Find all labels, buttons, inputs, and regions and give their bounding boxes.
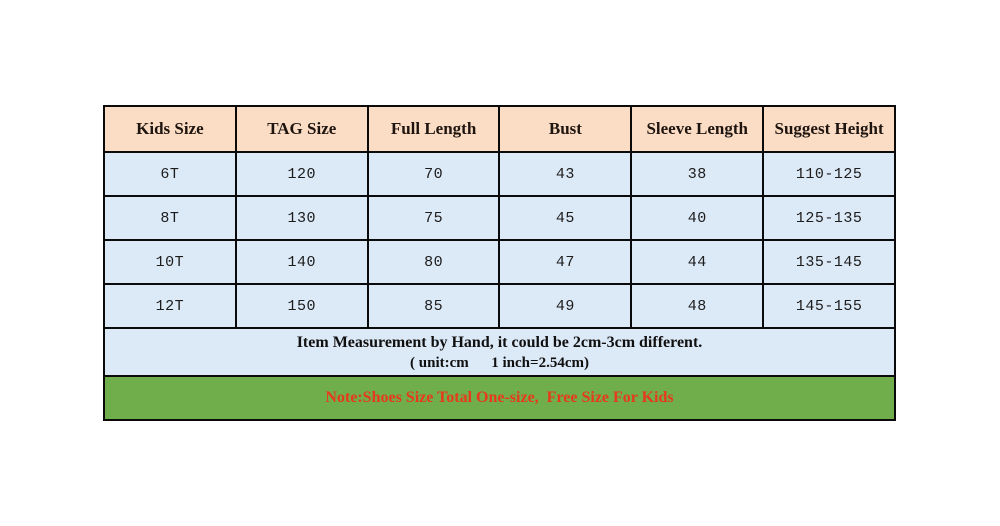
cell-kids-size: 12T [104, 284, 236, 328]
cell-sleeve-length: 44 [631, 240, 763, 284]
cell-bust: 47 [499, 240, 631, 284]
cell-kids-size: 8T [104, 196, 236, 240]
cell-suggest-height: 110-125 [763, 152, 895, 196]
column-header-kids-size: Kids Size [104, 106, 236, 152]
cell-tag-size: 140 [236, 240, 368, 284]
cell-tag-size: 150 [236, 284, 368, 328]
table-row [104, 240, 895, 284]
cell-full-length: 80 [368, 240, 500, 284]
cell-suggest-height: 145-155 [763, 284, 895, 328]
cell-sleeve-length: 38 [631, 152, 763, 196]
cell-full-length: 85 [368, 284, 500, 328]
measurement-note-line2: ( unit:cm 1 inch=2.54cm) [410, 354, 589, 371]
table-row [104, 284, 895, 328]
measurement-note-line1: Item Measurement by Hand, it could be 2cm-3cm different. [296, 333, 703, 351]
table-row [104, 152, 895, 196]
shoes-note-row [104, 376, 895, 420]
cell-bust: 45 [499, 196, 631, 240]
size-chart-container [103, 105, 896, 421]
cell-sleeve-length: 40 [631, 196, 763, 240]
cell-sleeve-length: 48 [631, 284, 763, 328]
column-header-suggest-height: Suggest Height [763, 106, 895, 152]
measurement-note-row [104, 328, 895, 376]
cell-suggest-height: 135-145 [763, 240, 895, 284]
column-header-sleeve-length: Sleeve Length [631, 106, 763, 152]
cell-bust: 49 [499, 284, 631, 328]
cell-suggest-height: 125-135 [763, 196, 895, 240]
header-row [104, 106, 895, 152]
cell-kids-size: 6T [104, 152, 236, 196]
cell-full-length: 75 [368, 196, 500, 240]
measurement-note-cell [104, 328, 895, 376]
column-header-full-length: Full Length [368, 106, 500, 152]
table-row [104, 196, 895, 240]
cell-kids-size: 10T [104, 240, 236, 284]
cell-tag-size: 130 [236, 196, 368, 240]
size-chart-table [103, 105, 896, 421]
shoes-note-cell: Note:Shoes Size Total One-size, Free Size For Kids [104, 376, 895, 420]
column-header-tag-size: TAG Size [236, 106, 368, 152]
cell-tag-size: 120 [236, 152, 368, 196]
column-header-bust: Bust [499, 106, 631, 152]
cell-full-length: 70 [368, 152, 500, 196]
cell-bust: 43 [499, 152, 631, 196]
